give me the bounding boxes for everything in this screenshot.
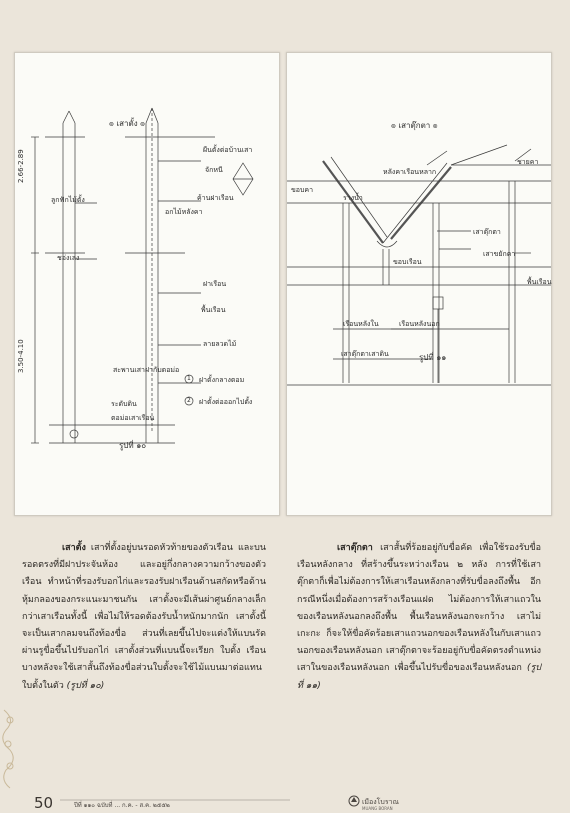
article-left-body: เสาที่ตั้งอยู่บนรอดหัวท้ายของตัวเรือน และบนรอดตรงที่มีฝาประจันห้อง และอยู่กึ่งกลางความกว้างของตัวเรือน ทำหน้าที่รองรับอกไก่และรองรับฝาเรือนด้านสกัดหรือด้านหุ้มกลองของกระแนะมาชนกัน เสาตั้งจะมีเส้นผ่าศูนย์กลางเล็กกว่าเสาเรือนทั้งนี้ เพื่อไม่ให้รอดต้องรับน้ำหนักมากนัก เสาตั้งนี้จะเป็นเสากลมจนถึงท้องขื่อ ส่วนที่เลยขึ้นไปจะแต่งให้แบนรัดผ่านรูขื่อขึ้นไปรับอกไก่ เสาตั้งส่วนที่แบนนี้จะเรียก ใบตั้ง เรือนบางหลังจะใช้เสาสั้นถึงท้องขื่อส่วนใบตั้งจะใช้ไม้แบนมาต่อแทนใบตั้งในตัว (22, 543, 266, 691)
figure-right-panel (286, 52, 552, 516)
figure-right-label-bottom: เสาตุ๊กตาเสาดิน (341, 350, 389, 358)
figure-left-label-low-c: ตอม่อเสาเรือน (111, 414, 155, 422)
figure-right-label-house-a: เรือนหลังใน (343, 320, 379, 328)
article-right-lead: เสาตุ๊กตา (337, 543, 373, 553)
figure-left-label-post-a: ลูกฟักไม้ตั้ง (51, 196, 85, 204)
article-right-ref: (รูปที่ ๑๑) (297, 663, 541, 691)
figure-left-label-beam: อกไม้หลังคา (165, 208, 203, 216)
figure-left-label-low-b: ระดับดิน (111, 400, 137, 408)
figure-left-label-kanfa: ค้านฝาเรือน (197, 194, 234, 202)
publisher-logo: เมืองโบราณ (362, 798, 400, 806)
figure-right-label-post: เสาตุ๊กตา (473, 228, 501, 236)
page-number: 50 (34, 794, 54, 812)
figure-left-label-mid-a: ลายลวดไม้ (203, 340, 237, 348)
figure-right-label-house-b: เรือนหลังนอก (399, 320, 440, 328)
figure-right-label-gutter: รางน้ำ (343, 194, 363, 202)
figure-right-label-roof-left: ขอบคา (291, 186, 314, 194)
legend-num-2: 2 (187, 397, 191, 404)
figure-left-dim-top: 2.66-2.89 (17, 149, 25, 183)
figure-left-label-post-b: ชอ่งเลง (57, 254, 80, 262)
legend-num-1: 1 (187, 375, 191, 382)
figure-right-label-top-right: ชายคา (517, 158, 539, 166)
issue-info: ปีที่ ๑๑๐ ฉบับที่ ... ก.ค. - ส.ค. ๒๕๕๒ (74, 802, 170, 809)
article-left (22, 540, 266, 695)
figure-left-label-low-a: สะพานเสาฝากับตอม่อ (113, 366, 180, 374)
figure-left-label-panel-a: ฝาเรือน (203, 280, 227, 288)
article-left-ref: (รูปที่ ๑๐) (66, 680, 105, 691)
article-right-body: เสาสั้นที่ร้อยอยู่กับขื่อคัด เพื่อใช้รองรับขื่อเรือนหลังกลาง ที่สร้างขึ้นระหว่างเรือน ๒ หลัง การที่ใช้เสาตุ๊กตาก็เพื่อไม่ต้องการให้เสาเรือนหลังกลางที่รับขื่อลงถึงพื้น อีกกรณีหนึ่งเมื่อต้องการสร้างเรือนแฝด ไม่ต้องการให้เสาแถวในของเรือนหลังนอกลงถึงพื้น พื้นเรือนหลังนอกจะกว้าง เสาไม่เกะกะ ก็จะให้ขื่อคัดร้อยเสาแถวนอกของเรือนหลังในกับเสาแถวนอกของเรือนหลังนอก เสาตุ๊กตาจะร้อยอยู่กับขื่อคัดตรงตำแหน่งเสาในของเรือนหลังนอก เพื่อขึ้นไปรับขื่อของเรือนหลังนอก (297, 543, 541, 674)
figure-right-label-floor: พื้นเรือน (527, 278, 552, 286)
article-right (297, 540, 541, 695)
figure-right-label-eave: ขอบเรือน (393, 258, 422, 266)
figure-left-label-top-right: ผืนตั้งต่อบ้านเสา (203, 146, 253, 154)
figure-left-label-jaknee: จักหนี (205, 166, 223, 174)
article-left-lead: เสาตั้ง (62, 543, 86, 553)
figure-left-title: ๏ เสาตั้ง ๏ (109, 119, 146, 128)
ornament-icon (0, 700, 20, 790)
figure-right-title: ๏ เสาตุ๊กตา ๏ (391, 121, 438, 130)
figure-left-panel (14, 52, 280, 516)
figure-left-drawing (15, 53, 279, 515)
figure-right-label-right-post: เสาขยักคา (483, 250, 516, 258)
figure-right-caption: รูปที่ ๑๑ (419, 353, 447, 362)
figure-right-label-roof: หลังคาเรือนหลาก (383, 168, 437, 176)
figure-left-dim-bottom: 3.50-4.10 (17, 339, 25, 373)
legend-text-2: ฝาตั้งต่อออกไปตั้ง (199, 398, 253, 406)
publisher-logo-sub: MUANG BORAN (362, 806, 393, 811)
figure-left-caption: รูปที่ ๑๐ (119, 441, 147, 450)
figure-left-label-ground: พื้นเรือน (201, 306, 226, 314)
legend-text-1: ฝาตั้งกลางตอม (199, 376, 245, 384)
